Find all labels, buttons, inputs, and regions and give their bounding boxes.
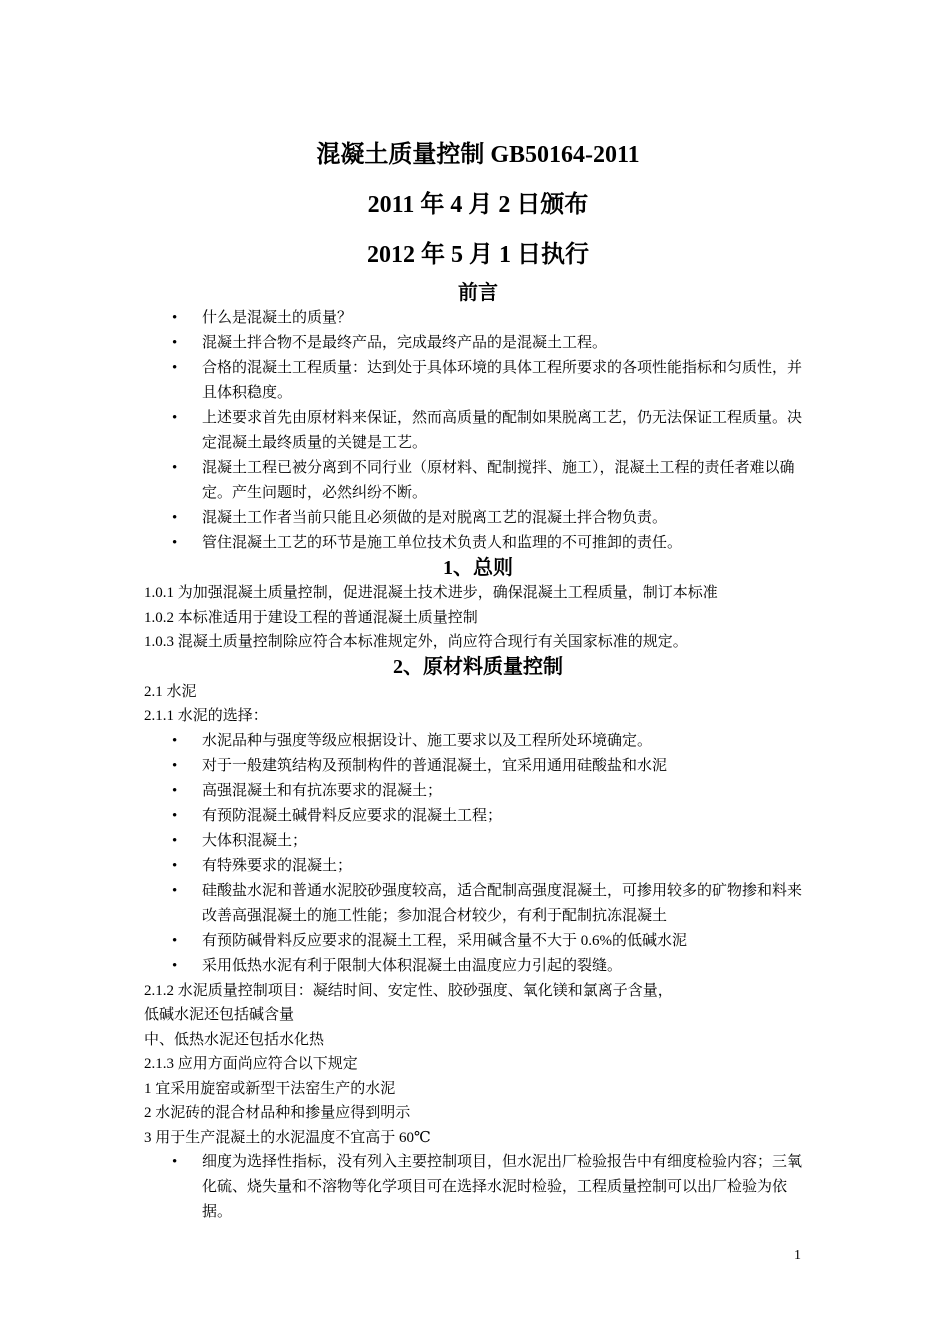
list-item — [144, 954, 812, 979]
cement-selection-list — [144, 729, 812, 979]
list-item-text: 管住混凝土工艺的环节是施工单位技术负责人和监理的不可推卸的责任。 — [202, 535, 683, 551]
bullet-icon: • — [172, 310, 178, 326]
bullet-icon: • — [172, 782, 178, 799]
list-item — [144, 929, 812, 954]
bullet-icon: • — [172, 857, 178, 874]
clause-2-1-2: 2.1.2 水泥质量控制项目：凝结时间、安定性、胶砂强度、氧化镁和氯离子含量， — [144, 982, 673, 999]
preface-heading: 前言 — [458, 282, 498, 304]
clause-2-1-3-item-2: 2 水泥砖的混合材品种和掺量应得到明示 — [144, 1105, 411, 1121]
preface-list — [144, 306, 812, 556]
bullet-icon: • — [172, 460, 178, 476]
list-item-text: 有预防碱骨料反应要求的混凝土工程，采用碱含量不大于 0.6%的低碱水泥 — [202, 932, 687, 949]
list-item-text: 什么是混凝土的质量？ — [202, 310, 353, 326]
bullet-icon: • — [172, 1154, 178, 1170]
list-item-text: 混凝土工程已被分离到不同行业（原材料、配制搅拌、施工），混凝土工程的责任者难以确定。产生问题时，必然纠纷不断。 — [202, 460, 795, 501]
bullet-icon: • — [172, 832, 178, 849]
bullet-icon: • — [172, 957, 178, 974]
list-item-text: 高强混凝土和有抗冻要求的混凝土； — [202, 782, 443, 799]
list-item — [144, 1150, 812, 1225]
list-item — [144, 306, 812, 331]
list-item — [144, 456, 812, 506]
section-2-heading: 2、原材料质量控制 — [393, 655, 563, 678]
bullet-icon: • — [172, 360, 178, 376]
list-item — [144, 829, 812, 854]
bullet-icon: • — [172, 807, 178, 824]
list-item — [144, 804, 812, 829]
page-content — [144, 130, 812, 1225]
list-item — [144, 406, 812, 456]
clause-2-1: 2.1 水泥 — [144, 683, 197, 700]
list-item — [144, 879, 812, 929]
document-title: 混凝土质量控制 GB50164-2011 — [316, 142, 640, 168]
fineness-note-list — [144, 1150, 812, 1225]
list-item-text: 合格的混凝土工程质量：达到处于具体环境的具体工程所要求的各项性能指标和匀质性，并且体积稳度。 — [202, 360, 803, 401]
bullet-icon: • — [172, 732, 178, 749]
list-item-text: 有预防混凝土碱骨料反应要求的混凝土工程； — [202, 807, 503, 824]
list-item — [144, 729, 812, 754]
list-item-text: 混凝土拌合物不是最终产品，完成最终产品的是混凝土工程。 — [202, 335, 608, 351]
clause-2-1-2-low-alkali: 低碱水泥还包括碱含量 — [144, 1007, 295, 1023]
clause-2-1-1: 2.1.1 水泥的选择： — [144, 708, 268, 724]
list-item — [144, 331, 812, 356]
list-item-text: 细度为选择性指标，没有列入主要控制项目，但水泥出厂检验报告中有细度检验内容；三氧化硫、烧失量和不溶物等化学项目可在选择水泥时检验，工程质量控制可以出厂检验为依据。 — [202, 1154, 803, 1220]
clause-2-1-2-low-heat: 中、低热水泥还包括水化热 — [144, 1031, 325, 1048]
list-item-text: 大体积混凝土； — [202, 832, 308, 849]
clause-2-1-3: 2.1.3 应用方面尚应符合以下规定 — [144, 1056, 358, 1072]
list-item — [144, 854, 812, 879]
clause-2-1-3-item-1: 1 宜采用旋窑或新型干法窑生产的水泥 — [144, 1080, 396, 1097]
clause-1-0-2: 1.0.2 本标准适用于建设工程的普通混凝土质量控制 — [144, 609, 478, 626]
bullet-icon: • — [172, 335, 178, 351]
list-item — [144, 531, 812, 556]
list-item-text: 混凝土工作者当前只能且必须做的是对脱离工艺的混凝土拌合物负责。 — [202, 510, 668, 526]
page-number: 1 — [794, 1248, 801, 1263]
bullet-icon: • — [172, 882, 178, 899]
list-item — [144, 506, 812, 531]
bullet-icon: • — [172, 932, 178, 949]
list-item-text: 有特殊要求的混凝土； — [202, 857, 353, 874]
list-item — [144, 779, 812, 804]
clause-1-0-3: 1.0.3 混凝土质量控制除应符合本标准规定外，尚应符合现行有关国家标准的规定。 — [144, 634, 688, 650]
list-item-text: 采用低热水泥有利于限制大体积混凝土由温度应力引起的裂缝。 — [202, 957, 623, 974]
section-1-heading: 1、总则 — [443, 557, 513, 579]
bullet-icon: • — [172, 535, 178, 551]
list-item-text: 水泥品种与强度等级应根据设计、施工要求以及工程所处环境确定。 — [202, 732, 653, 749]
bullet-icon: • — [172, 757, 178, 774]
list-item-text: 硅酸盐水泥和普通水泥胶砂强度较高，适合配制高强度混凝土，可掺用较多的矿物掺和料来改善高强混凝土的施工性能；参加混合材较少，有利于配制抗冻混凝土 — [202, 882, 803, 924]
clause-2-1-3-item-3: 3 用于生产混凝土的水泥温度不宜高于 60℃ — [144, 1129, 431, 1146]
list-item-text: 上述要求首先由原材料来保证，然而高质量的配制如果脱离工艺，仍无法保证工程质量。决定混凝土最终质量的关键是工艺。 — [202, 410, 803, 451]
clause-1-0-1: 1.0.1 为加强混凝土质量控制，促进混凝土技术进步，确保混凝土工程质量，制订本标准 — [144, 585, 718, 601]
issue-date: 2011 年 4 月 2 日颁布 — [367, 192, 589, 218]
list-item-text: 对于一般建筑结构及预制构件的普通混凝土，宜采用通用硅酸盐和水泥 — [202, 757, 668, 774]
list-item — [144, 754, 812, 779]
list-item — [144, 356, 812, 406]
bullet-icon: • — [172, 510, 178, 526]
bullet-icon: • — [172, 410, 178, 426]
effective-date: 2012 年 5 月 1 日执行 — [367, 242, 589, 268]
